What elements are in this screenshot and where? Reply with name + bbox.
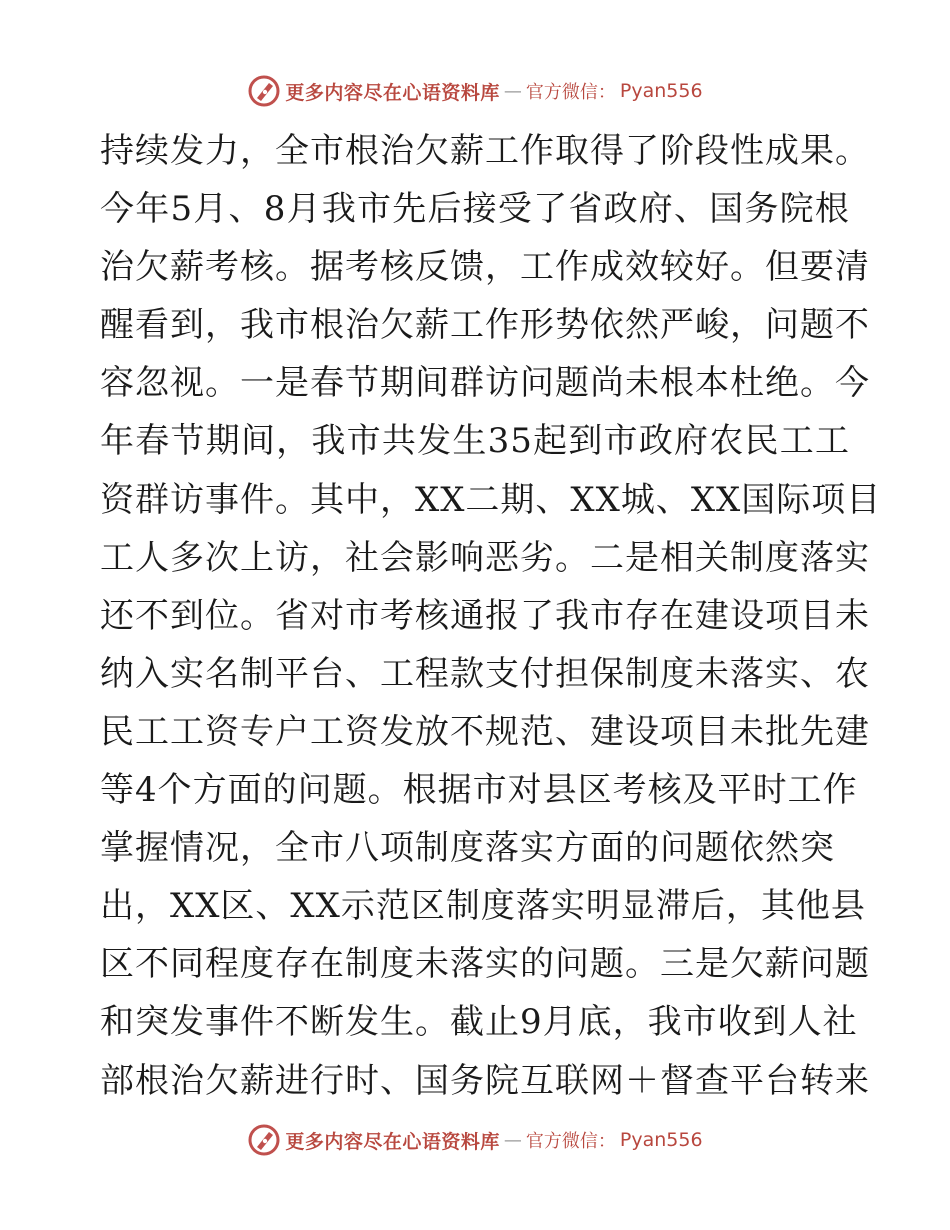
watermark-wechat-label: 官方微信： — [525, 82, 616, 103]
watermark-main-text: 更多内容尽在心语资料库 — [285, 1130, 500, 1153]
watermark-separator: — — [503, 1129, 522, 1151]
text-line: 部 根 治 欠 薪 进 行 时 、 国 务 院 互 联 网 ＋ 督 查 平 台 转 来 — [100, 1060, 870, 1101]
text-line: 和 突 发 事 件 不 断 发 生 。 截 止 9 月 底 ， 我 市 收 到 人 社 — [100, 1002, 858, 1043]
text-line: 纳 入 实 名 制 平 台 、 工 程 款 支 付 担 保 制 度 未 落 实 、 农 — [100, 653, 870, 694]
text-line: 容 忽 视 。 一 是 春 节 期 间 群 访 问 题 尚 未 根 本 杜 绝 。 今 — [100, 363, 870, 404]
pen-nib-circle-icon — [247, 74, 281, 108]
text-line: 等 4 个 方 面 的 问 题 。 根 据 市 对 县 区 考 核 及 平 时 工 作 — [100, 770, 858, 811]
header-watermark — [0, 71, 950, 111]
text-line: 民 工 工 资 专 户 工 资 发 放 不 规 范 、 建 设 项 目 未 批 先 建 — [100, 711, 870, 752]
text-line: 工 人 多 次 上 访 ， 社 会 影 响 恶 劣 。 二 是 相 关 制 度 落 实 — [100, 537, 870, 578]
document-body — [100, 122, 882, 1110]
text-line: 年 春 节 期 间 ， 我 市 共 发 生 35 起 到 市 政 府 农 民 工 工 — [100, 421, 850, 462]
text-line: 醒 看 到 ， 我 市 根 治 欠 薪 工 作 形 势 依 然 严 峻 ， 问 题 不 — [100, 305, 870, 346]
text-line: 资 群 访 事 件 。 其 中 ， XX 二 期 、 XX 城 、 XX 国 际 项 目 — [100, 479, 882, 520]
watermark-wechat-id: Pyan556 — [619, 80, 703, 102]
pen-nib-circle-icon — [247, 1123, 281, 1157]
text-line: 治 欠 薪 考 核 。 据 考 核 反 馈 ， 工 作 成 效 较 好 。 但 要 清 — [100, 247, 870, 288]
text-line: 今 年 5 月 、 8 月 我 市 先 后 接 受 了 省 政 府 、 国 务 院 根 — [100, 189, 850, 230]
text-line: 出 ， XX 区 、 XX 示 范 区 制 度 落 实 明 显 滞 后 ， 其 他 县 — [100, 886, 866, 927]
watermark-separator: — — [503, 80, 522, 102]
text-line: 区 不 同 程 度 存 在 制 度 未 落 实 的 问 题 。 三 是 欠 薪 问 题 — [100, 944, 870, 985]
watermark-wechat-id: Pyan556 — [619, 1129, 703, 1151]
watermark-wechat-label: 官方微信： — [525, 1131, 616, 1152]
text-line: 还 不 到 位 。 省 对 市 考 核 通 报 了 我 市 存 在 建 设 项 目 未 — [100, 595, 870, 636]
watermark-main-text: 更多内容尽在心语资料库 — [285, 81, 500, 104]
footer-watermark — [0, 1120, 950, 1160]
text-line: 掌握情况，全市八项制度落实方面的问题依然突 — [100, 828, 835, 869]
text-line: 持 续 发 力 ， 全 市 根 治 欠 薪 工 作 取 得 了 阶 段 性 成 果 。 — [100, 131, 870, 171]
